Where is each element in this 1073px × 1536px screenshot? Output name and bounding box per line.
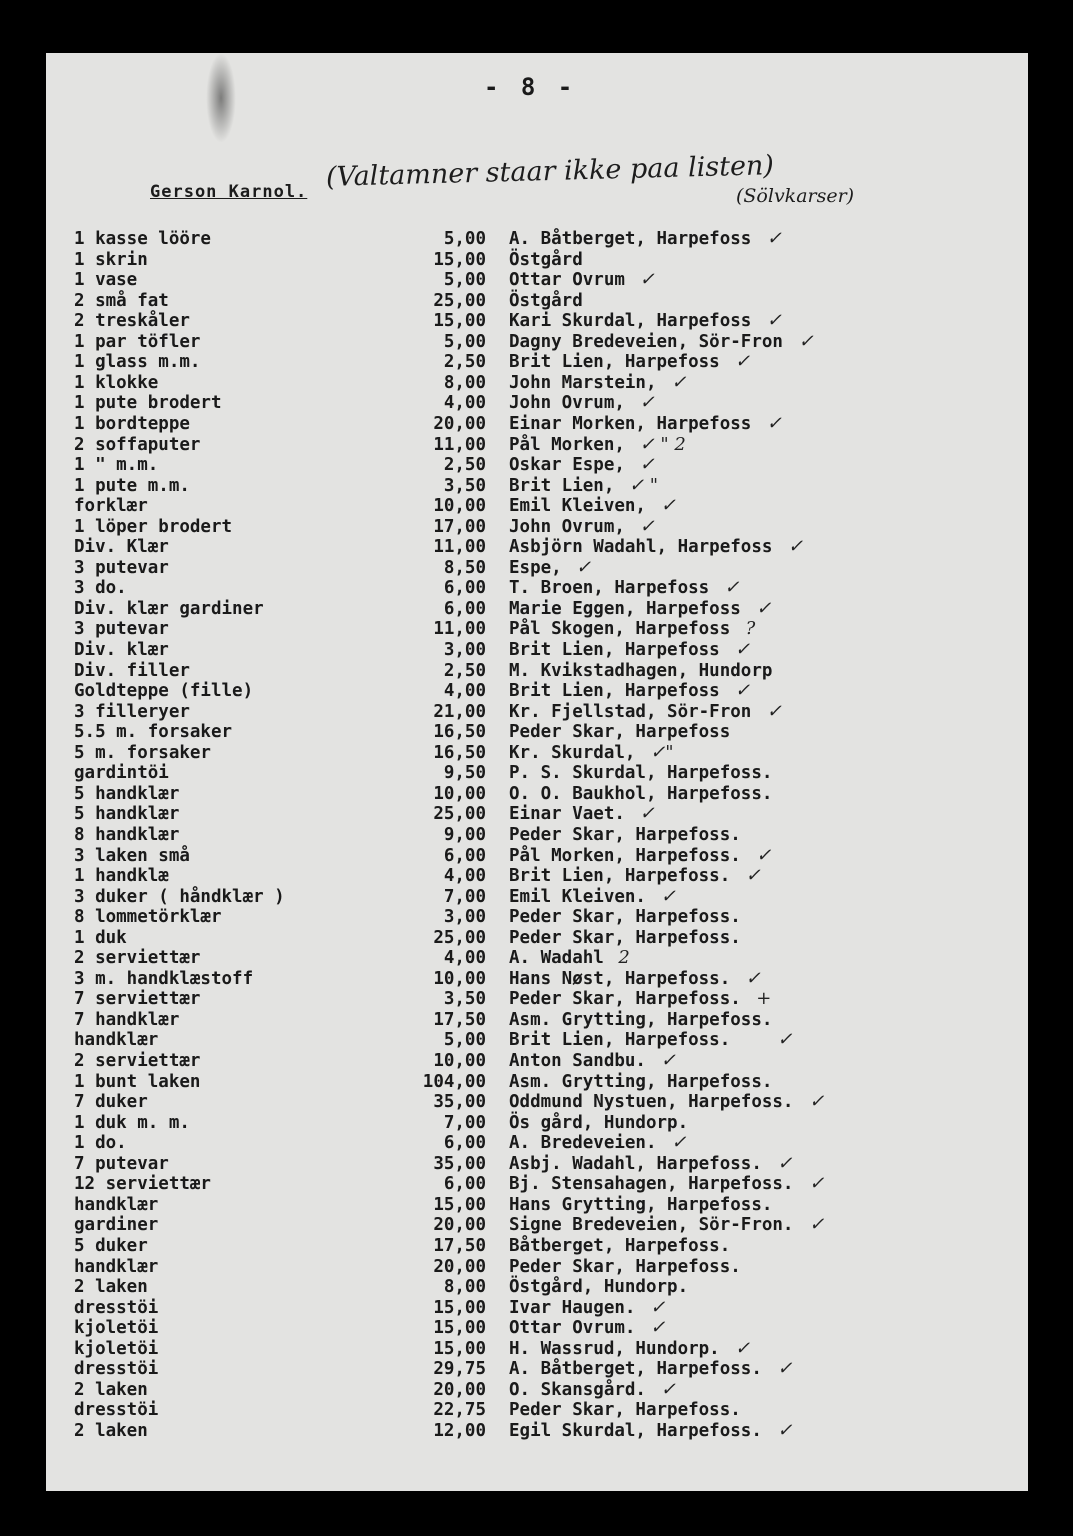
buyer-name: Emil Kleiven, bbox=[509, 496, 646, 517]
check-mark: ? bbox=[745, 618, 756, 640]
item-price: 6,00 bbox=[443, 578, 486, 599]
check-mark: ✓ bbox=[724, 577, 740, 599]
item-description: 1 bunt laken bbox=[74, 1071, 201, 1092]
item-description: 2 laken bbox=[74, 1420, 148, 1441]
check-mark: ✓ bbox=[777, 1152, 793, 1174]
item-description: gardintöi bbox=[74, 763, 169, 784]
check-mark: ✓ bbox=[639, 515, 655, 537]
buyer-name: O. O. Baukhol, Harpefoss. bbox=[509, 783, 773, 804]
list-item bbox=[46, 332, 1028, 352]
item-price: 25,00 bbox=[433, 804, 486, 825]
list-item bbox=[46, 250, 1028, 270]
check-mark: ✓ bbox=[735, 639, 751, 660]
list-item bbox=[46, 1030, 1028, 1050]
check-mark: ✓ bbox=[766, 700, 782, 722]
item-price: 15,00 bbox=[433, 1318, 486, 1339]
item-price: 17,00 bbox=[433, 516, 486, 537]
item-description: 1 glass m.m. bbox=[74, 352, 201, 373]
list-item bbox=[46, 1318, 1028, 1338]
item-price: 9,00 bbox=[443, 824, 486, 845]
item-description: 2 treskåler bbox=[74, 311, 190, 332]
check-mark: ✓ bbox=[660, 1050, 676, 1071]
buyer-name: Ottar Ovrum. bbox=[509, 1318, 636, 1339]
buyer-name: Kr. Skurdal, bbox=[509, 742, 636, 763]
item-description: 1 kasse lööre bbox=[74, 229, 211, 249]
list-item bbox=[46, 702, 1028, 722]
buyer-name: Östgård, Hundorp. bbox=[509, 1277, 689, 1298]
buyer-name: P. S. Skurdal, Harpefoss. bbox=[509, 763, 773, 784]
check-mark: ✓ bbox=[766, 412, 782, 434]
item-description: 7 putevar bbox=[74, 1153, 169, 1174]
item-description: Div. klær gardiner bbox=[74, 598, 264, 619]
item-price: 2,50 bbox=[443, 660, 486, 681]
item-price: 7,00 bbox=[443, 886, 486, 907]
list-item bbox=[46, 558, 1028, 578]
list-item bbox=[46, 1236, 1028, 1256]
item-description: 3 m. handklæstoff bbox=[74, 968, 254, 989]
page-number: - 8 - bbox=[484, 73, 577, 101]
list-item bbox=[46, 1339, 1028, 1359]
item-price: 5,00 bbox=[443, 270, 486, 291]
list-item bbox=[46, 1298, 1028, 1318]
buyer-name: Peder Skar, Harpefoss. bbox=[509, 907, 741, 928]
buyer-name: A. Wadahl bbox=[509, 948, 604, 969]
item-price: 2,50 bbox=[443, 352, 486, 373]
item-price: 35,00 bbox=[433, 1092, 486, 1113]
check-mark: ✓ bbox=[766, 310, 782, 332]
item-description: 12 serviettær bbox=[74, 1174, 211, 1195]
check-mark: ✓ bbox=[576, 556, 592, 578]
item-description: 3 duker ( håndklær ) bbox=[74, 886, 285, 907]
item-description: 5 handklær bbox=[74, 783, 180, 804]
buyer-name: Ivar Haugen. bbox=[509, 1297, 636, 1318]
check-mark: ✓ bbox=[809, 1091, 825, 1113]
check-mark: ✓ bbox=[660, 495, 676, 517]
buyer-name: Asm. Grytting, Harpefoss. bbox=[509, 1071, 773, 1092]
list-item bbox=[46, 599, 1028, 619]
item-price: 11,00 bbox=[433, 619, 486, 640]
buyer-name: Einar Vaet. bbox=[509, 804, 625, 825]
item-description: handklær bbox=[74, 1194, 159, 1215]
item-price: 15,00 bbox=[433, 1194, 486, 1215]
item-price: 5,00 bbox=[443, 229, 486, 249]
buyer-name: O. Skansgård. bbox=[509, 1379, 646, 1400]
buyer-name: Kari Skurdal, Harpefoss bbox=[509, 311, 752, 332]
item-price: 29,75 bbox=[433, 1359, 486, 1380]
item-price: 4,00 bbox=[443, 948, 486, 969]
check-mark: + bbox=[756, 988, 772, 1010]
buyer-name: Pål Morken, Harpefoss. bbox=[509, 845, 741, 866]
item-description: Div. Klær bbox=[74, 537, 169, 558]
list-item bbox=[46, 763, 1028, 783]
item-description: 3 laken små bbox=[74, 845, 190, 866]
check-mark: ✓ bbox=[766, 228, 782, 249]
buyer-name: Egil Skurdal, Harpefoss. bbox=[509, 1420, 762, 1441]
buyer-name: Emil Kleiven. bbox=[509, 886, 646, 907]
item-description: handklær bbox=[74, 1030, 159, 1051]
list-item bbox=[46, 578, 1028, 598]
item-description: 7 duker bbox=[74, 1092, 148, 1113]
item-price: 22,75 bbox=[433, 1400, 486, 1421]
item-description: 2 soffaputer bbox=[74, 434, 201, 455]
item-price: 25,00 bbox=[433, 290, 486, 311]
item-description: 1 par töfler bbox=[74, 331, 201, 352]
item-description: 1 handklæ bbox=[74, 866, 169, 887]
item-price: 4,00 bbox=[443, 681, 486, 702]
item-price: 2,50 bbox=[443, 455, 486, 476]
buyer-name: Anton Sandbu. bbox=[509, 1051, 646, 1071]
check-mark: ✓ bbox=[777, 1419, 793, 1441]
item-price: 11,00 bbox=[433, 434, 486, 455]
item-description: 5 duker bbox=[74, 1235, 148, 1256]
item-price: 8,50 bbox=[443, 557, 486, 578]
item-price: 21,00 bbox=[433, 701, 486, 722]
list-item bbox=[46, 743, 1028, 763]
buyer-name: Peder Skar, Harpefoss. bbox=[509, 1400, 741, 1421]
item-description: Goldteppe (fille) bbox=[74, 681, 254, 702]
item-price: 6,00 bbox=[443, 1133, 486, 1154]
buyer-name: Ös gård, Hundorp. bbox=[509, 1112, 689, 1133]
buyer-name: John Ovrum, bbox=[509, 516, 625, 537]
list-item bbox=[46, 825, 1028, 845]
buyer-name: Einar Morken, Harpefoss bbox=[509, 413, 752, 434]
check-mark: ✓ bbox=[756, 597, 772, 619]
list-item bbox=[46, 722, 1028, 742]
item-description: dresstöi bbox=[74, 1297, 159, 1318]
item-price: 35,00 bbox=[433, 1153, 486, 1174]
item-price: 9,50 bbox=[443, 763, 486, 784]
list-item bbox=[46, 1113, 1028, 1133]
list-item bbox=[46, 887, 1028, 907]
item-description: handklær bbox=[74, 1256, 159, 1277]
handwritten-note-sub: (Sölvkarser) bbox=[736, 185, 855, 207]
item-description: 8 lommetörklær bbox=[74, 907, 222, 928]
buyer-name: Brit Lien, Harpefoss bbox=[509, 640, 720, 660]
list-item bbox=[46, 229, 1028, 249]
buyer-name: Asm. Grytting, Harpefoss. bbox=[509, 1009, 773, 1030]
check-mark: ✓ bbox=[735, 351, 751, 373]
item-description: 1 vase bbox=[74, 270, 138, 291]
item-description: 3 putevar bbox=[74, 557, 169, 578]
item-price: 17,50 bbox=[433, 1235, 486, 1256]
buyer-name: Pål Morken, bbox=[509, 434, 625, 455]
buyer-name: Marie Eggen, Harpefoss bbox=[509, 598, 741, 619]
buyer-name: Espe, bbox=[509, 557, 562, 578]
buyer-name: Östgård bbox=[509, 249, 583, 270]
item-price: 8,00 bbox=[443, 372, 486, 393]
item-price: 4,00 bbox=[443, 393, 486, 414]
item-description: 2 laken bbox=[74, 1379, 148, 1400]
item-price: 104,00 bbox=[422, 1071, 486, 1092]
list-item bbox=[46, 291, 1028, 311]
list-item bbox=[46, 537, 1028, 557]
check-mark: ✓ " 2 bbox=[639, 433, 686, 455]
check-mark: ✓ bbox=[809, 1214, 825, 1236]
item-description: gardiner bbox=[74, 1215, 159, 1236]
check-mark: ✓ bbox=[671, 371, 687, 393]
list-item bbox=[46, 1277, 1028, 1297]
list-item bbox=[46, 270, 1028, 290]
buyer-name: Brit Lien, Harpefoss bbox=[509, 681, 720, 702]
list-item bbox=[46, 907, 1028, 927]
item-description: 2 serviettær bbox=[74, 948, 201, 969]
item-description: 1 löper brodert bbox=[74, 516, 233, 537]
check-mark: ✓ bbox=[788, 536, 804, 558]
item-description: 3 do. bbox=[74, 578, 127, 599]
buyer-name: T. Broen, Harpefoss bbox=[509, 578, 710, 599]
check-mark: ✓ bbox=[660, 1378, 676, 1400]
list-item bbox=[46, 1359, 1028, 1379]
item-price: 6,00 bbox=[443, 1174, 486, 1195]
item-description: 3 putevar bbox=[74, 619, 169, 640]
item-price: 10,00 bbox=[433, 1051, 486, 1071]
list-item bbox=[46, 393, 1028, 413]
buyer-name: Kr. Fjellstad, Sör-Fron bbox=[509, 701, 752, 722]
check-mark: ✓ bbox=[798, 330, 814, 352]
item-description: 1 do. bbox=[74, 1133, 127, 1154]
item-price: 11,00 bbox=[433, 537, 486, 558]
check-mark: ✓ bbox=[735, 680, 751, 702]
item-price: 12,00 bbox=[433, 1420, 486, 1441]
list-item bbox=[46, 1051, 1028, 1071]
buyer-name: John Marstein, bbox=[509, 372, 657, 393]
list-item bbox=[46, 1133, 1028, 1153]
check-mark: ✓ " bbox=[629, 474, 659, 496]
list-item bbox=[46, 1154, 1028, 1174]
buyer-name: A. Bredeveien. bbox=[509, 1133, 657, 1154]
item-description: 7 handklær bbox=[74, 1009, 180, 1030]
check-mark: ✓ bbox=[756, 844, 772, 866]
item-price: 20,00 bbox=[433, 1256, 486, 1277]
item-description: Div. klær bbox=[74, 640, 169, 660]
item-price: 10,00 bbox=[433, 968, 486, 989]
handwritten-note: (Valtamner staar ikke paa listen) bbox=[325, 150, 775, 193]
list-item bbox=[46, 373, 1028, 393]
item-price: 15,00 bbox=[433, 1297, 486, 1318]
buyer-name: Peder Skar, Harpefoss. bbox=[509, 1256, 741, 1277]
list-item bbox=[46, 1010, 1028, 1030]
item-description: 8 handklær bbox=[74, 824, 180, 845]
list-item bbox=[46, 989, 1028, 1009]
item-description: kjoletöi bbox=[74, 1338, 159, 1359]
item-price: 20,00 bbox=[433, 1215, 486, 1236]
item-price: 17,50 bbox=[433, 1009, 486, 1030]
item-description: 3 filleryer bbox=[74, 701, 190, 722]
check-mark: ✓ bbox=[650, 1317, 666, 1339]
item-price: 10,00 bbox=[433, 783, 486, 804]
buyer-name: Båtberget, Harpefoss. bbox=[509, 1235, 731, 1256]
list-item bbox=[46, 681, 1028, 701]
item-description: kjoletöi bbox=[74, 1318, 159, 1339]
buyer-name: Pål Skogen, Harpefoss bbox=[509, 619, 731, 640]
item-price: 16,50 bbox=[433, 722, 486, 743]
list-item bbox=[46, 804, 1028, 824]
item-price: 8,00 bbox=[443, 1277, 486, 1298]
list-item bbox=[46, 414, 1028, 434]
buyer-name: Brit Lien, Harpefoss bbox=[509, 352, 720, 373]
item-price: 20,00 bbox=[433, 413, 486, 434]
check-mark: ✓ bbox=[777, 1029, 793, 1051]
item-price: 3,00 bbox=[443, 640, 486, 660]
item-description: Div. filler bbox=[74, 660, 190, 681]
check-mark: ✓ bbox=[650, 1296, 666, 1318]
check-mark: ✓ bbox=[639, 269, 655, 291]
item-price: 3,00 bbox=[443, 907, 486, 928]
list-item bbox=[46, 640, 1028, 660]
list-item bbox=[46, 1257, 1028, 1277]
list-item bbox=[46, 1072, 1028, 1092]
item-price: 15,00 bbox=[433, 1338, 486, 1359]
auction-entry-list bbox=[46, 53, 1028, 1491]
list-item bbox=[46, 1092, 1028, 1112]
item-description: 2 små fat bbox=[74, 290, 169, 311]
item-description: 1 pute brodert bbox=[74, 393, 222, 414]
list-item bbox=[46, 1195, 1028, 1215]
list-item bbox=[46, 517, 1028, 537]
check-mark: ✓ bbox=[671, 1132, 687, 1154]
buyer-name: Peder Skar, Harpefoss bbox=[509, 722, 731, 743]
list-item bbox=[46, 311, 1028, 331]
buyer-name: Bj. Stensahagen, Harpefoss. bbox=[509, 1174, 794, 1195]
list-item bbox=[46, 496, 1028, 516]
item-price: 25,00 bbox=[433, 927, 486, 948]
item-price: 5,00 bbox=[443, 1030, 486, 1051]
item-price: 15,00 bbox=[433, 249, 486, 270]
owner-heading: Gerson Karnol. bbox=[150, 182, 308, 202]
buyer-name: Brit Lien, bbox=[509, 475, 615, 496]
item-description: 1 klokke bbox=[74, 372, 159, 393]
buyer-name: Hans Grytting, Harpefoss. bbox=[509, 1194, 773, 1215]
buyer-name: Brit Lien, Harpefoss. bbox=[509, 866, 731, 887]
list-item bbox=[46, 784, 1028, 804]
item-price: 20,00 bbox=[433, 1379, 486, 1400]
item-price: 5,00 bbox=[443, 331, 486, 352]
item-description: 5 handklær bbox=[74, 804, 180, 825]
list-item bbox=[46, 352, 1028, 372]
list-item bbox=[46, 846, 1028, 866]
check-mark: ✓ bbox=[809, 1173, 825, 1195]
item-description: forklær bbox=[74, 496, 148, 517]
list-item bbox=[46, 661, 1028, 681]
item-price: 3,50 bbox=[443, 475, 486, 496]
check-mark: 2 bbox=[618, 947, 630, 969]
buyer-name: Peder Skar, Harpefoss. bbox=[509, 824, 741, 845]
item-price: 7,00 bbox=[443, 1112, 486, 1133]
list-item bbox=[46, 476, 1028, 496]
list-item bbox=[46, 1400, 1028, 1420]
item-description: 2 serviettær bbox=[74, 1051, 201, 1071]
list-item bbox=[46, 969, 1028, 989]
list-item bbox=[46, 619, 1028, 639]
item-description: 1 skrin bbox=[74, 249, 148, 270]
buyer-name: A. Båtberget, Harpefoss. bbox=[509, 1359, 762, 1380]
item-description: 1 " m.m. bbox=[74, 455, 159, 476]
buyer-name: Oddmund Nystuen, Harpefoss. bbox=[509, 1092, 794, 1113]
item-description: 1 bordteppe bbox=[74, 413, 190, 434]
list-item bbox=[46, 866, 1028, 886]
buyer-name: A. Båtberget, Harpefoss bbox=[509, 229, 752, 249]
item-description: 5.5 m. forsaker bbox=[74, 722, 233, 743]
buyer-name: Östgård bbox=[509, 290, 583, 311]
check-mark: ✓ bbox=[660, 885, 676, 907]
item-price: 3,50 bbox=[443, 989, 486, 1010]
list-item bbox=[46, 1380, 1028, 1400]
list-item bbox=[46, 435, 1028, 455]
buyer-name: H. Wassrud, Hundorp. bbox=[509, 1338, 720, 1359]
item-price: 15,00 bbox=[433, 311, 486, 332]
item-price: 6,00 bbox=[443, 845, 486, 866]
item-price: 4,00 bbox=[443, 866, 486, 887]
item-price: 10,00 bbox=[433, 496, 486, 517]
list-item bbox=[46, 948, 1028, 968]
check-mark: ✓ bbox=[777, 1358, 793, 1380]
list-item bbox=[46, 928, 1028, 948]
buyer-name: Dagny Bredeveien, Sör-Fron bbox=[509, 331, 783, 352]
buyer-name: M. Kvikstadhagen, Hundorp bbox=[509, 660, 773, 681]
item-description: dresstöi bbox=[74, 1359, 159, 1380]
item-description: 1 duk bbox=[74, 927, 127, 948]
document-page bbox=[46, 53, 1028, 1491]
buyer-name: Hans Nøst, Harpefoss. bbox=[509, 968, 731, 989]
buyer-name: Peder Skar, Harpefoss. bbox=[509, 989, 741, 1010]
check-mark: ✓ bbox=[639, 454, 655, 476]
item-price: 6,00 bbox=[443, 598, 486, 619]
buyer-name: Signe Bredeveien, Sör-Fron. bbox=[509, 1215, 794, 1236]
list-item bbox=[46, 1215, 1028, 1235]
buyer-name: Peder Skar, Harpefoss. bbox=[509, 927, 741, 948]
buyer-name: Ottar Ovrum bbox=[509, 270, 625, 291]
buyer-name: John Ovrum, bbox=[509, 393, 625, 414]
list-item bbox=[46, 1174, 1028, 1194]
check-mark: ✓ bbox=[639, 392, 655, 414]
item-description: 5 m. forsaker bbox=[74, 742, 211, 763]
item-description: 1 pute m.m. bbox=[74, 475, 190, 496]
check-mark: ✓" bbox=[650, 741, 674, 763]
list-item bbox=[46, 1421, 1028, 1441]
buyer-name: Oskar Espe, bbox=[509, 455, 625, 476]
item-description: 2 laken bbox=[74, 1277, 148, 1298]
check-mark: ✓ bbox=[745, 967, 761, 989]
item-price: 16,50 bbox=[433, 742, 486, 763]
item-description: 1 duk m. m. bbox=[74, 1112, 190, 1133]
check-mark: ✓ bbox=[745, 865, 761, 887]
check-mark: ✓ bbox=[639, 803, 655, 825]
item-description: 7 serviettær bbox=[74, 989, 201, 1010]
buyer-name: Brit Lien, Harpefoss. bbox=[509, 1030, 731, 1051]
item-description: dresstöi bbox=[74, 1400, 159, 1421]
list-item bbox=[46, 455, 1028, 475]
buyer-name: Asbj. Wadahl, Harpefoss. bbox=[509, 1153, 762, 1174]
check-mark: ✓ bbox=[735, 1337, 751, 1359]
buyer-name: Asbjörn Wadahl, Harpefoss bbox=[509, 537, 773, 558]
